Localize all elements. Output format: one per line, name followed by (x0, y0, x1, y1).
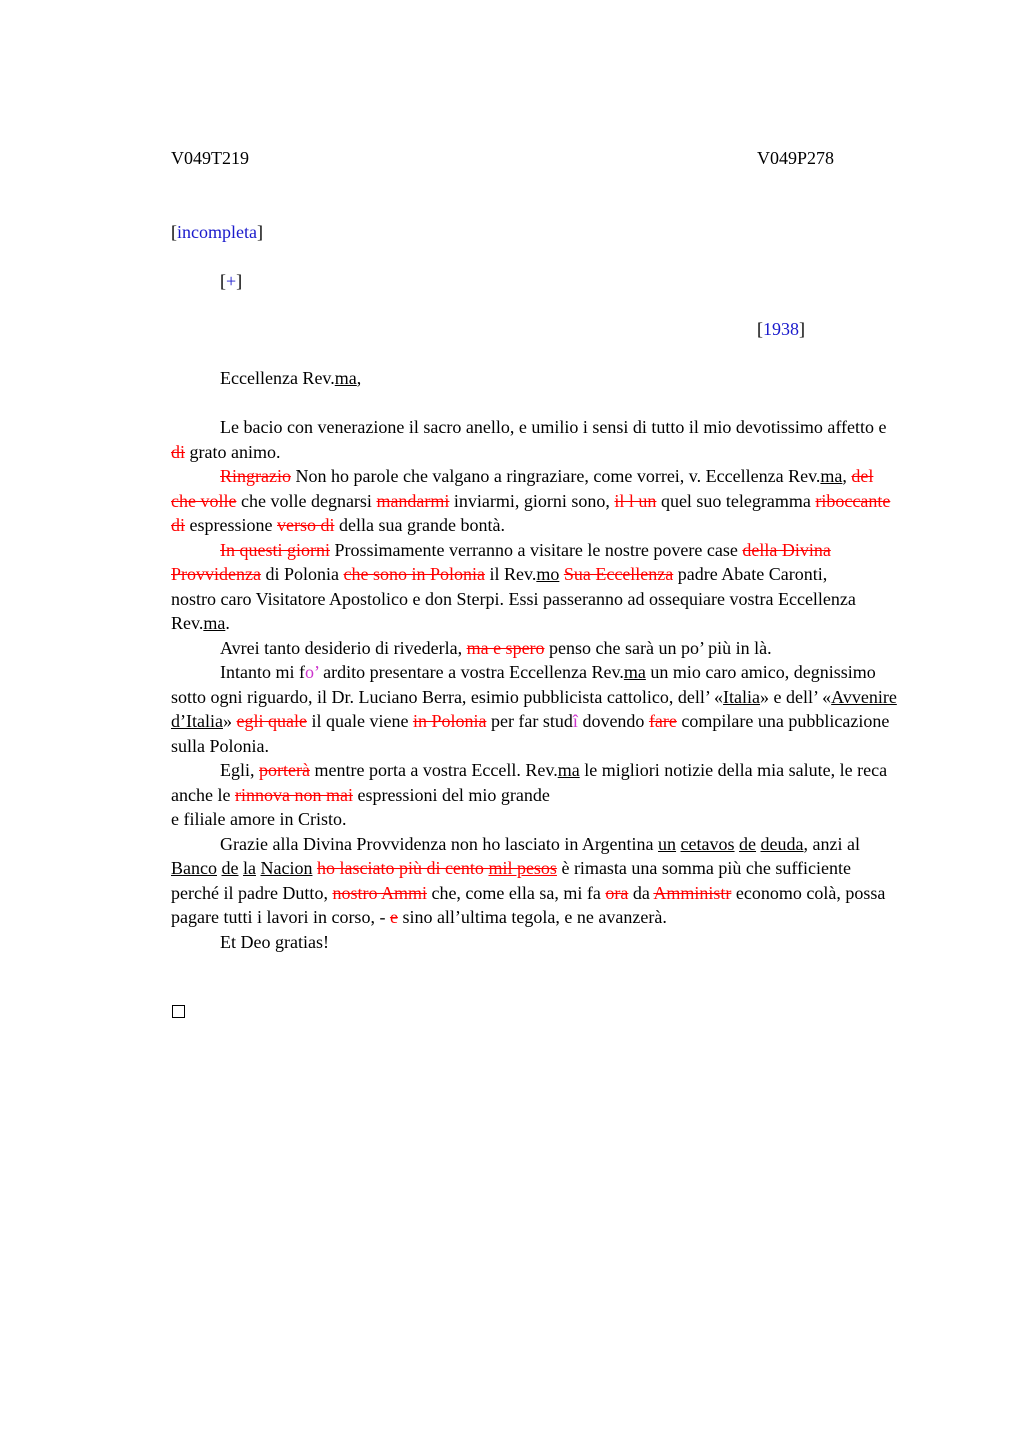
letter-body (171, 415, 901, 954)
paragraph-2: Ringrazio Non ho parole che valgano a ringraziare, come vorrei, v. Eccellenza Rev.ma, del che volle che volle degnarsi mandarmi inviarmi, giorni sono, il l un quel suo telegramma riboccante di espressione verso di della sua grande bontà. (171, 466, 891, 535)
status-label[interactable]: incompleta (177, 222, 257, 242)
date-year[interactable]: 1938 (763, 319, 799, 339)
paragraph-3-continued: nostro caro Visitatore Apostolico e don Sterpi. Essi passeranno ad ossequiare vostra Eccellenza Rev.ma. (171, 588, 856, 633)
end-of-document-box (172, 1005, 185, 1018)
paragraph-1: Le bacio con venerazione il sacro anello, e umilio i sensi di tutto il mio devotissimo affetto e di grato animo. (171, 417, 887, 462)
status-note: [incompleta] (171, 222, 263, 242)
paragraph-4: Avrei tanto desiderio di rivederla, ma e spero penso che sarà un po’ più in là. (220, 637, 772, 658)
document-code-left: V049T219 (171, 148, 249, 168)
document-code-right: V049P278 (757, 148, 835, 168)
paragraph-6: Egli, porterà mentre porta a vostra Eccell. Rev.ma le migliori notizie della mia salute, le reca anche le rinnova non mai espressioni del mio grande (171, 760, 888, 805)
paragraph-5: Intanto mi fo’ ardito presentare a vostra Eccellenza Rev.ma un mio caro amico, degnissimo sotto ogni riguardo, il Dr. Luciano Berra, esimio pubblicista cattolico, dell’ «Italia» e dell’ «Avvenire d’Italia» egli quale il quale viene in Polonia per far studî dovendo fare compilare una pubblicazione sulla Polonia. (171, 662, 897, 756)
paragraph-8: Et Deo gratias! (220, 931, 329, 952)
expand-note: [+] (220, 271, 243, 291)
paragraph-3: In questi giorni Prossimamente verranno a visitare le nostre povere case della Divina Provvidenza di Polonia che sono in Polonia il Rev.mo Sua Eccellenza padre Abate Caronti, (171, 539, 831, 584)
letter-date: [1938] (757, 319, 805, 339)
paragraph-6-continued: e filiale amore in Cristo. (171, 809, 347, 829)
expand-plus-link[interactable]: + (226, 271, 237, 291)
paragraph-7: Grazie alla Divina Provvidenza non ho lasciato in Argentina un cetavos de deuda, anzi al Banco de la Nacion ho lasciato più di cento mil pesos è rimasta una somma più che sufficiente perché il padre Dutto, nostro Ammi che, come ella sa, mi fa ora da Amministr economo colà, possa pagare tutti i lavori in corso, - e sino all’ultima tegola, e ne avanzerà. (171, 833, 886, 927)
salutation: Eccellenza Rev.ma, (220, 368, 362, 388)
